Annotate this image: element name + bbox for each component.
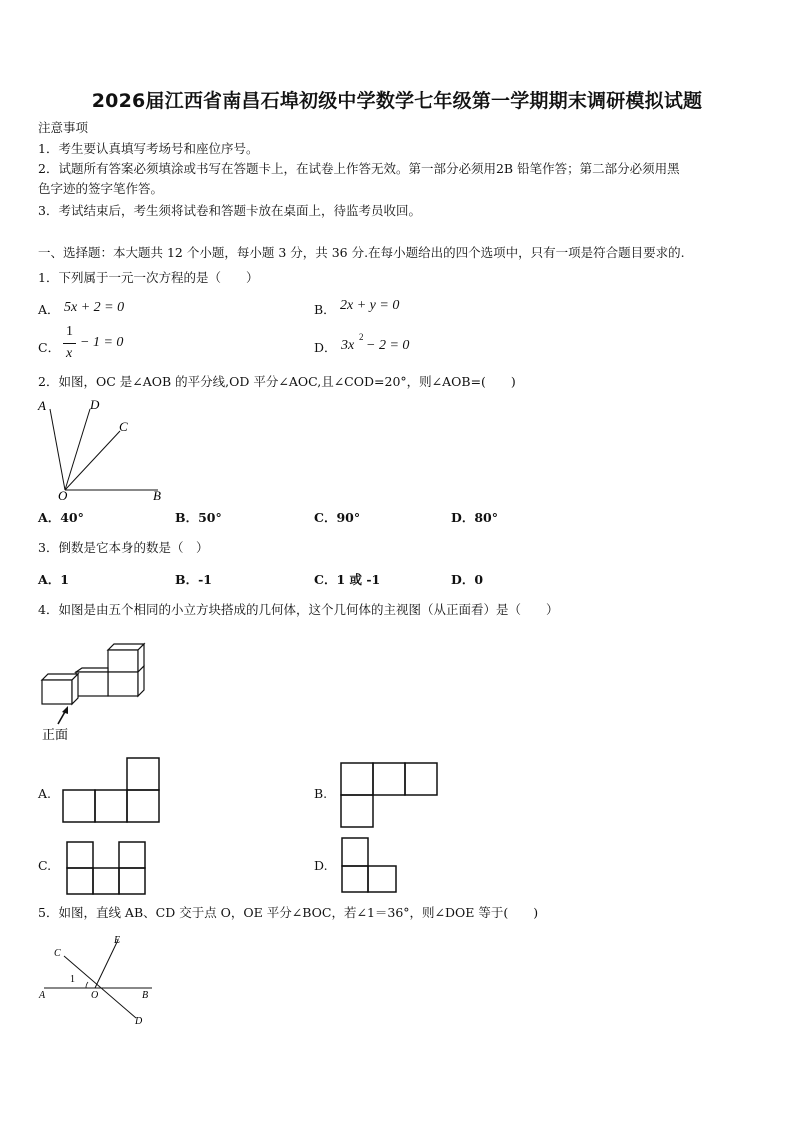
q1-option-c-numerator: 1 — [66, 324, 73, 339]
q4-cube-solid-figure — [38, 638, 158, 743]
q1-option-d-rest: − 2 = 0 — [366, 338, 410, 353]
page-title: 2026届江西省南昌石埠初级中学数学七年级第一学期期末调研模拟试题 — [91, 90, 703, 112]
q4-option-a-figure — [63, 757, 163, 827]
q3-option-a: A．1 — [38, 572, 69, 587]
q4-option-c-label: C. — [38, 858, 52, 873]
q4-front-label: 正面 — [42, 727, 69, 742]
notice-item-2-cont: 色字迹的签字笔作答。 — [38, 181, 164, 196]
q5-intersecting-lines-figure — [36, 932, 166, 1027]
notice-item-3: 3．考试结束后，考生须将试卷和答题卡放在桌面上，待监考员收回。 — [38, 203, 421, 218]
q5-label-a: A — [39, 990, 46, 1001]
q5-label-1: 1 — [70, 974, 75, 985]
q2-label-b: B — [153, 488, 161, 503]
q2-option-d: D．80° — [451, 510, 498, 525]
notice-item-2: 2．试题所有答案必须填涂或书写在答题卡上，在试卷上作答无效。第一部分必须用2B 铅笔作答；第二部分必须用黑 — [38, 161, 680, 176]
q5-label-b: B — [142, 990, 149, 1001]
q1-option-d-exponent: 2 — [359, 332, 364, 342]
q4-option-d-label: D. — [314, 858, 328, 873]
q2-label-a: A — [38, 398, 46, 413]
q4-option-c-figure — [66, 840, 156, 900]
q4-option-a-label: A. — [38, 786, 52, 801]
q1-option-d-label: D． — [314, 340, 337, 355]
q3-option-c: C．1 或 -1 — [314, 572, 381, 587]
q1-option-c-rest: − 1 = 0 — [80, 335, 124, 350]
q2-stem: 2．如图，OC 是∠AOB 的平分线,OD 平分∠AOC,且∠COD=20°，则∠AOB=( ) — [38, 374, 516, 389]
q2-option-c: C．90° — [314, 510, 361, 525]
q3-option-b: B．-1 — [175, 572, 212, 587]
notice-item-1: 1．考生要认真填写考场号和座位序号。 — [38, 141, 259, 156]
section-heading: 一、选择题：本大题共 12 个小题，每小题 3 分，共 36 分.在每小题给出的四个选项中，只有一项是符合题目要求的. — [38, 245, 685, 260]
q3-option-d: D．0 — [451, 572, 484, 587]
q1-option-a-expr: 5x + 2 = 0 — [64, 300, 125, 315]
q4-stem: 4．如图是由五个相同的小立方块搭成的几何体，这个几何体的主视图（从正面看）是（ ） — [38, 602, 559, 617]
q3-stem: 3．倒数是它本身的数是（ ） — [38, 540, 209, 555]
q4-option-d-figure — [341, 836, 411, 896]
q1-option-d-base: 3x — [341, 338, 355, 353]
q5-label-o: O — [91, 990, 99, 1001]
q1-option-c-denominator: x — [66, 346, 73, 361]
notice-heading: 注意事项 — [38, 120, 89, 135]
q5-stem: 5．如图，直线 AB、CD 交于点 O，OE 平分∠BOC，若∠1＝36°，则∠DOE 等于( ) — [38, 905, 539, 920]
q4-option-b-label: B. — [314, 786, 328, 801]
q2-option-a: A．40° — [38, 510, 84, 525]
q1-fraction-bar — [63, 343, 76, 344]
q2-label-d: D — [90, 397, 100, 412]
q5-label-d: D — [135, 1016, 143, 1027]
q5-label-c: C — [54, 948, 61, 959]
q1-option-a-label: A． — [38, 302, 60, 317]
q5-label-e: E — [114, 935, 121, 946]
q1-stem: 1．下列属于一元一次方程的是（ ） — [38, 270, 259, 285]
q2-option-b: B．50° — [175, 510, 222, 525]
q1-option-b-label: B． — [314, 302, 336, 317]
q1-option-c-label: C． — [38, 340, 61, 355]
q2-angle-figure — [30, 395, 170, 505]
q4-option-b-figure — [340, 762, 440, 832]
q2-label-c: C — [119, 419, 128, 434]
q2-label-o: O — [58, 488, 68, 503]
q1-option-b-expr: 2x + y = 0 — [340, 298, 400, 313]
